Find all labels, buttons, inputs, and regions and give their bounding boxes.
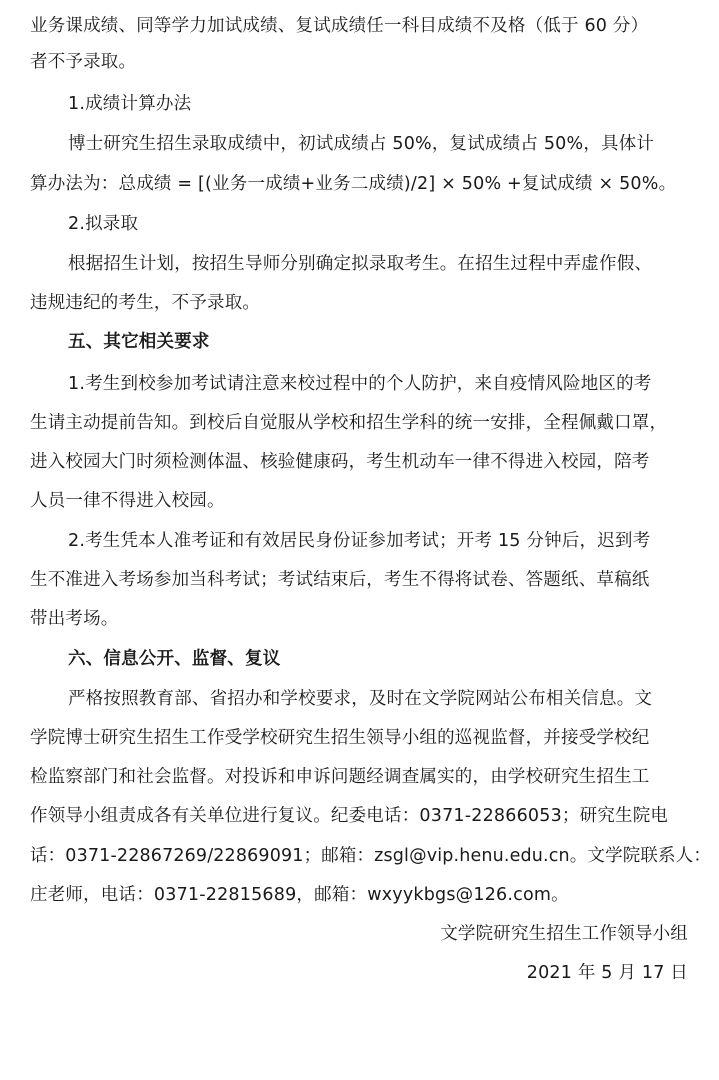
body-text-line: 检监察部门和社会监督。对投诉和申诉问题经调查属实的，由学校研究生招生工 [30, 767, 650, 787]
body-text-line: 者不予录取。 [30, 52, 137, 72]
signature-org: 文学院研究生招生工作领导小组 [440, 924, 688, 944]
section-heading: 五、其它相关要求 [68, 332, 210, 352]
subsection-heading: 1.成绩计算办法 [68, 94, 192, 114]
body-text-line: 庄老师，电话：0371-22815689，邮箱：wxyykbgs@126.com。 [30, 885, 569, 905]
body-text-line: 人员一律不得进入校园。 [30, 491, 225, 511]
body-text-line: 进入校园大门时须检测体温、核验健康码，考生机动车一律不得进入校园，陪考 [30, 452, 650, 472]
body-text-line: 业务课成绩、同等学力加试成绩、复试成绩任一科目成绩不及格（低于 60 分） [30, 16, 649, 36]
section-heading: 六、信息公开、监督、复议 [68, 649, 281, 669]
body-text-line: 算办法为：总成绩 = [(业务一成绩+业务二成绩)/2] × 50% +复试成绩 × 50%。 [30, 174, 677, 194]
body-text-line: 根据招生计划，按招生导师分别确定拟录取考生。在招生过程中弄虚作假、 [68, 254, 653, 274]
body-text-line: 话：0371-22867269/22869091；邮箱：zsgl@vip.henu.edu.cn。文学院联系人： [30, 846, 711, 866]
body-text-line: 生请主动提前告知。到校后自觉服从学校和招生学科的统一安排，全程佩戴口罩， [30, 413, 668, 433]
subsection-heading: 2.拟录取 [68, 214, 139, 234]
body-text-line: 严格按照教育部、省招办和学校要求，及时在文学院网站公布相关信息。文 [68, 689, 653, 709]
body-text-line: 2.考生凭本人准考证和有效居民身份证参加考试；开考 15 分钟后，迟到考 [68, 531, 651, 551]
body-text-line: 带出考场。 [30, 609, 119, 629]
body-text-line: 作领导小组责成各有关单位进行复议。纪委电话：0371-22866053；研究生院电 [30, 806, 669, 826]
signature-date: 2021 年 5 月 17 日 [526, 963, 688, 983]
body-text-line: 博士研究生招生录取成绩中，初试成绩占 50%，复试成绩占 50%，具体计 [68, 134, 655, 154]
body-text-line: 违规违纪的考生，不予录取。 [30, 293, 261, 313]
body-text-line: 学院博士研究生招生工作受学校研究生招生领导小组的巡视监督，并接受学校纪 [30, 728, 650, 748]
body-text-line: 生不准进入考场参加当科考试；考试结束后，考生不得将试卷、答题纸、草稿纸 [30, 570, 650, 590]
body-text-line: 1.考生到校参加考试请注意来校过程中的个人防护，来自疫情风险地区的考 [68, 374, 652, 394]
